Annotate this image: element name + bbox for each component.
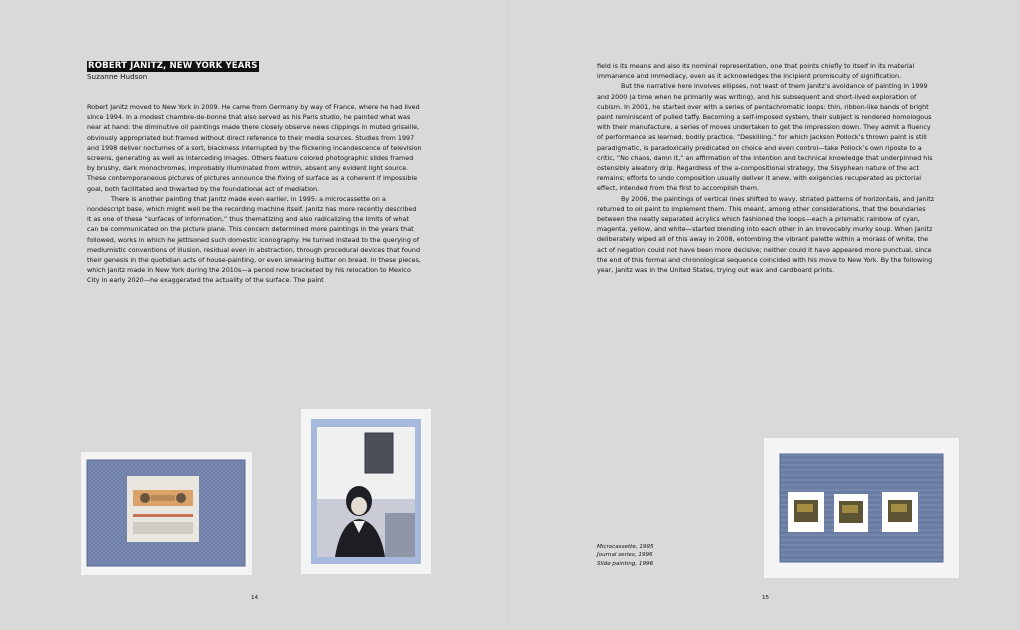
plate-journal-series [301, 409, 431, 574]
slide-painting [764, 438, 959, 578]
right-column-text [597, 61, 935, 275]
caption: Microcassette, 1995 [597, 544, 654, 550]
caption: Slide painting, 1996 [597, 560, 654, 567]
left-column-text [87, 102, 422, 286]
gutter [509, 0, 511, 630]
plate-slide-painting [764, 438, 959, 578]
slide-1 [788, 492, 824, 532]
author-name: Suzanne Hudson [87, 72, 148, 81]
paragraph: By 2006, the paintings of vertical lines shifted to wavy, striated patterns of horizontals, and Janitz returned to oil paint to implement them. This meant, among other considerations, that the boundaries between the neatly separated acrylics which fashioned the loops—each a prismatic rainbow of cyan, magenta, yellow, and white—started blending into each other in an irrevocably murky soup. When Janitz deliberately wiped all of this away in 2008, entombing the vibrant palette within a morass of white, the act of negation could not have been more decisive; neither could it have appeared more punctual, since the end of this formal and chronological sequence coincided with his move to New York. By the following year, Janitz was in the United States, trying out wax and cardboard prints. [597, 194, 935, 275]
paragraph: Robert Janitz moved to New York in 2009. He came from Germany by way of France, where he had lived since 1994. In a modest chambre-de-bonne that also served as his Paris studio, he painted what was near at hand: the diminutive oil paintings made there closely observe news clippings in muted grisaille, obviously appropriated but framed without direct reference to their media sources. Studies from 1997 and 1998 deliver nocturnes of a sort, blackness interrupted by the flickering incandescence of television screens, generating as well as interceding images. Others feature colored photographic slides framed by brushy, dark monochromes, improbably illuminated from within, absent any evident light source. These contemporaneous pictures of pictures announce the fixing of surface as a coherent if impossible goal, both facilitated and thwarted by the foundational act of mediation. [87, 103, 422, 193]
paragraph: field is its means and also its nominal representation, one that points chiefly to itself in its material immanence and immediacy, even as it acknowledges the incipient promiscuity of signification. [597, 62, 915, 81]
paragraph: But the narrative here involves ellipses, not least of them Janitz’s avoidance of painting in 1999 and 2000 (a time when he primarily was writing), and his subsequent and short-lived exploration of cubism. In 2001, he started over with a series of pentachromatic loops: thin, ribbon-like bands of bright paint reminiscent of pulled taffy. Becoming a self-imposed system, their subject is rendered homologous with their manufacture, a series of moves undertaken to get the impression down. They admit a fluency of performance as learned, bodily practice. “Deskilling,” for which Jackson Pollock’s thrown paint is still paradigmatic, is paradoxically predicated on choice and even control—take Pollock’s own riposte to a critic, “No chaos, damn it,” an affirmation of the intention and technical knowledge that underpinned his ostensibly aleatory drip. Regardless of the a-compositional strategy, the Sisyphean nature of the act remains; efforts to undo composition usually deliver it anew, with exigencies recuperated as pictorial effect, intended from the first to accomplish them. [597, 82, 933, 193]
journal-series-painting [301, 409, 431, 574]
figure-captions [597, 543, 654, 568]
microcassette-painting [81, 452, 252, 575]
page-number-left: 14 [251, 595, 259, 601]
page-number-right: 15 [762, 595, 770, 601]
essay-title: ROBERT JANITZ, NEW YORK YEARS [88, 61, 258, 71]
plate-microcassette [81, 452, 252, 575]
slide-3 [882, 492, 918, 532]
slide-2 [834, 494, 868, 532]
paragraph: There is another painting that Janitz made even earlier, in 1995: a microcassette on a nondescript base, which might well be the recording machine itself. Janitz has more recently described it as one of these “surfaces of information,” thus thematizing and also radicalizing the limits of what can be communicated on the picture plane. This concern determined more paintings in the years that followed, works in which he jettisoned such domestic iconography. He turned instead to the querying of mediumistic conventions of illusion, residual even in abstraction, through procedural devices that found their genesis in the quotidian acts of house-painting, or even smearing butter on bread. In these pieces, which Janitz made in New York during the 2010s—a period now bracketed by his relocation to Mexico City in early 2020—he exaggerated the actuality of the surface. The paint [87, 194, 421, 285]
caption: Journal series, 1996 [597, 552, 653, 559]
